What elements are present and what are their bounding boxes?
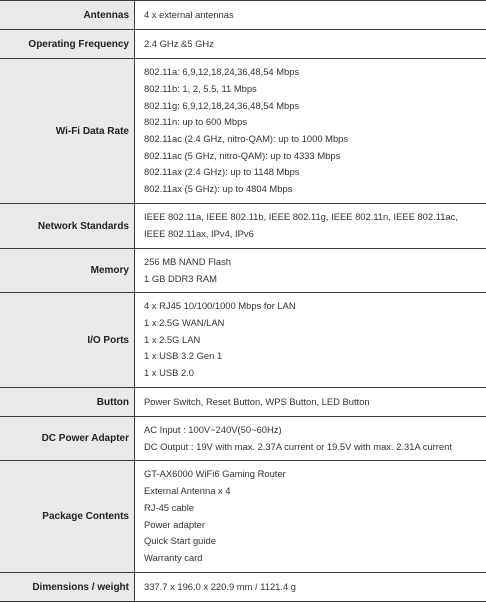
- spec-value: [135, 417, 486, 460]
- spec-label: Package Contents: [0, 461, 135, 572]
- spec-value-line: GT-AX6000 WiFi6 Gaming Router: [144, 468, 286, 480]
- spec-value-line: 2.4 GHz &5 GHz: [144, 37, 214, 49]
- spec-value-line: 4 x RJ45 10/100/1000 Mbps for LAN: [144, 300, 296, 312]
- spec-value-line: 4 x external antennas: [144, 8, 234, 20]
- spec-row-wifi-data-rate: [0, 59, 486, 204]
- spec-value-line: 802.11ax (5 GHz): up to 4804 Mbps: [144, 183, 293, 195]
- spec-row-antennas: [0, 1, 486, 30]
- spec-value-line: IEEE 802.11a, IEEE 802.11b, IEEE 802.11g, IEEE 802.11n, IEEE 802.11ac,: [144, 211, 458, 223]
- spec-value: [135, 573, 486, 601]
- spec-value-line: DC Output : 19V with max. 2.37A current or 19.5V with max. 2.31A current: [144, 440, 452, 452]
- spec-value: [135, 388, 486, 416]
- spec-row-dimensions-weight: [0, 573, 486, 602]
- spec-label: I/O Ports: [0, 293, 135, 387]
- spec-value-line: 1 x 2.5G LAN: [144, 333, 201, 345]
- spec-label: Memory: [0, 249, 135, 292]
- spec-value-line: External Antenna x 4: [144, 485, 231, 497]
- spec-label: Wi-Fi Data Rate: [0, 59, 135, 203]
- spec-row-operating-frequency: [0, 30, 486, 59]
- spec-value-line: 802.11ax (2.4 GHz): up to 1148 Mbps: [144, 166, 300, 178]
- spec-value: [135, 30, 486, 58]
- spec-row-network-standards: [0, 204, 486, 249]
- spec-value: [135, 204, 486, 248]
- spec-value-line: 1 x USB 2.0: [144, 367, 195, 379]
- spec-value-line: 802.11a: 6,9,12,18,24,36,48,54 Mbps: [144, 66, 300, 78]
- spec-label: Button: [0, 388, 135, 416]
- spec-row-button: [0, 388, 486, 417]
- spec-row-memory: [0, 249, 486, 293]
- spec-value-line: 337.7 x 196.0 x 220.9 mm / 1121.4 g: [144, 580, 297, 592]
- spec-value-line: 1 x 2.5G WAN/LAN: [144, 316, 225, 328]
- spec-row-dc-power-adapter: [0, 417, 486, 461]
- spec-value-line: 1 x USB 3.2 Gen 1: [144, 350, 223, 362]
- spec-value: [135, 249, 486, 292]
- spec-value-line: Quick Start guide: [144, 535, 216, 547]
- spec-row-package-contents: [0, 461, 486, 573]
- spec-value: [135, 1, 486, 29]
- spec-value-line: 802.11ac (2.4 GHz, nitro-QAM): up to 1000 Mbps: [144, 133, 349, 144]
- spec-label: Network Standards: [0, 204, 135, 248]
- spec-value-line: 1 GB DDR3 RAM: [144, 272, 217, 284]
- spec-value: [135, 461, 486, 572]
- spec-value-line: AC Input : 100V~240V(50~60Hz): [144, 423, 282, 435]
- spec-label: DC Power Adapter: [0, 417, 135, 460]
- spec-value-line: Power adapter: [144, 518, 205, 530]
- spec-value-line: 802.11ac (5 GHz, nitro-QAM): up to 4333 Mbps: [144, 149, 341, 161]
- spec-row-io-ports: [0, 293, 486, 388]
- spec-value-line: 802.11b: 1, 2, 5.5, 11 Mbps: [144, 82, 257, 94]
- spec-value-line: IEEE 802.11ax, IPv4, IPv6: [144, 228, 254, 239]
- spec-label: Dimensions / weight: [0, 573, 135, 601]
- spec-label: Operating Frequency: [0, 30, 135, 58]
- spec-label: Antennas: [0, 1, 135, 29]
- spec-value-line: Power Switch, Reset Button, WPS Button, LED Button: [144, 395, 370, 407]
- spec-value-line: Warranty card: [144, 551, 203, 563]
- spec-value-line: 802.11g: 6,9,12,18,24,36,48,54 Mbps: [144, 99, 300, 111]
- spec-value-line: RJ-45 cable: [144, 501, 195, 513]
- spec-value-line: 802.11n: up to 600 Mbps: [144, 116, 248, 128]
- spec-value: [135, 59, 486, 203]
- spec-value: [135, 293, 486, 387]
- spec-value-line: 256 MB NAND Flash: [144, 255, 232, 267]
